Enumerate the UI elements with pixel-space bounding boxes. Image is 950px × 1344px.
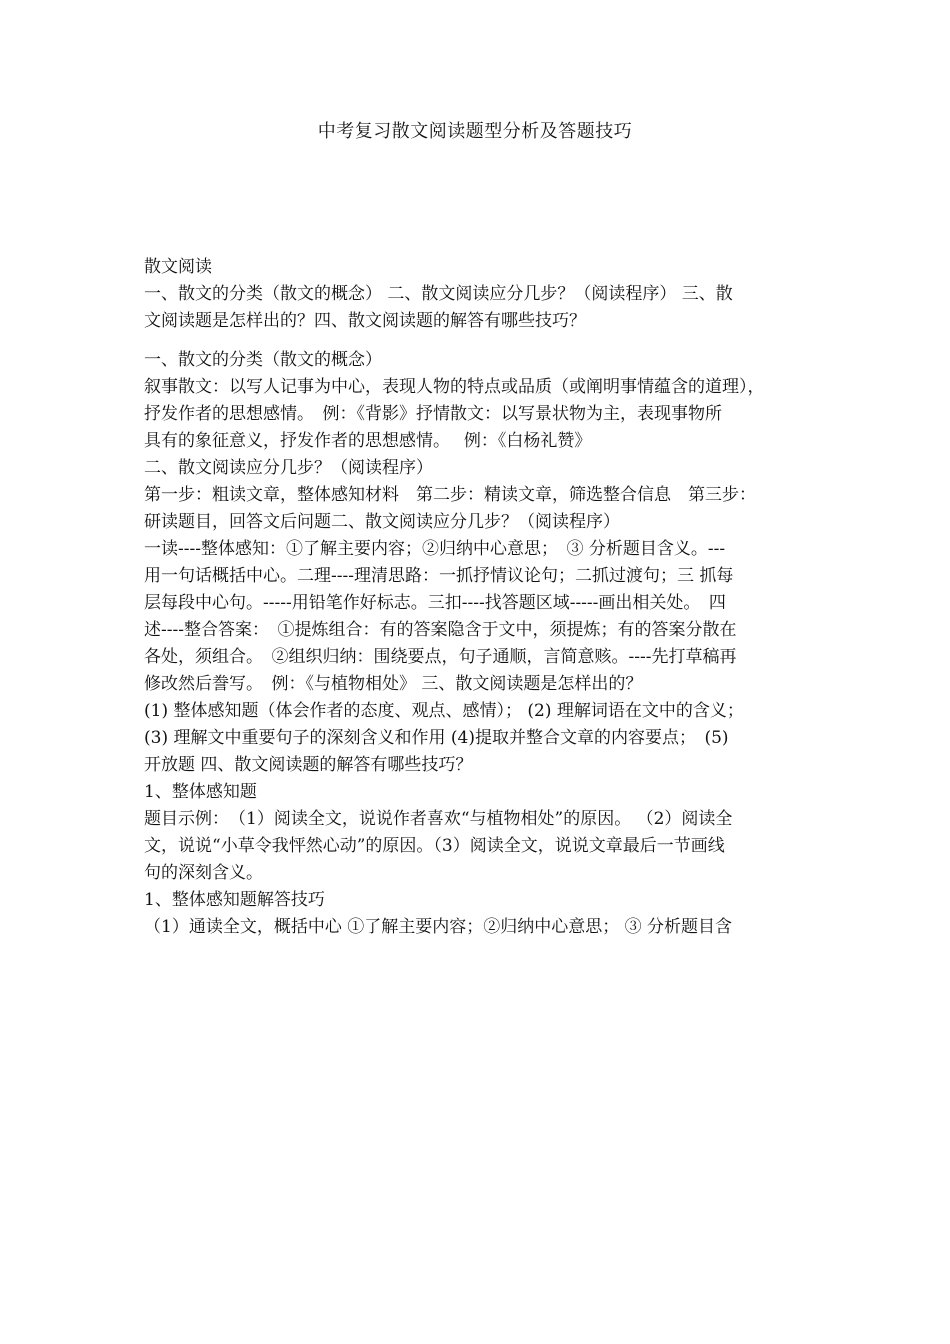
paragraph-line: 文阅读题是怎样出的？四、散文阅读题的解答有哪些技巧？: [144, 311, 586, 331]
document-body: [144, 254, 809, 941]
paragraph-line: 一、散文的分类（散文的概念） 二、散文阅读应分几步？（阅读程序） 三、散: [144, 284, 733, 304]
paragraph-line: 各处，须组合。 ②组织归纳：围绕要点，句子通顺，言简意赅。----先打草稿再: [144, 647, 737, 667]
paragraph-line: （1）通读全文，概括中心 ①了解主要内容；②归纳中心意思； ③ 分析题目含: [144, 917, 733, 937]
paragraph-line: 句的深刻含义。: [144, 863, 263, 883]
paragraph-line: (3) 理解文中重要句子的深刻含义和作用 (4)提取并整合文章的内容要点； (5): [144, 728, 729, 748]
paragraph-line: 述----整合答案： ①提炼组合：有的答案隐含于文中，须提炼；有的答案分散在: [144, 620, 737, 640]
paragraph-line: 文，说说“小草令我怦然心动”的原因。（3）阅读全文，说说文章最后一节画线: [144, 836, 725, 856]
paragraph-line: 研读题目，回答文后问题二、散文阅读应分几步？（阅读程序）: [144, 512, 620, 532]
paragraph-line: 用一句话概括中心。二理----理清思路：一抓抒情议论句；二抓过渡句；三 抓每: [144, 566, 734, 586]
paragraph-line: 层每段中心句。-----用铅笔作好标志。三扣----找答题区域-----画出相关处。 四: [144, 593, 726, 613]
section-heading: 散文阅读: [144, 257, 212, 277]
paragraph-gap: [144, 335, 809, 347]
paragraph-line: (1) 整体感知题（体会作者的态度、观点、感情）； (2) 理解词语在文中的含义；: [144, 701, 744, 721]
paragraph-line: 一读----整体感知：①了解主要内容；②归纳中心意思； ③ 分析题目含义。---: [144, 539, 726, 559]
paragraph-line: 抒发作者的思想感情。 例：《背影》抒情散文：以写景状物为主，表现事物所: [144, 404, 722, 424]
section-heading: 二、散文阅读应分几步？（阅读程序）: [144, 458, 433, 478]
paragraph-line: 开放题 四、散文阅读题的解答有哪些技巧？: [144, 755, 473, 775]
paragraph-line: 题目示例： （1）阅读全文，说说作者喜欢“与植物相处”的原因。 （2）阅读全: [144, 809, 733, 829]
section-heading: 一、散文的分类（散文的概念）: [144, 350, 382, 370]
paragraph-line: 具有的象征意义，抒发作者的思想感情。 例：《白杨礼赞》: [144, 431, 592, 451]
section-heading: 1、整体感知题: [144, 782, 257, 802]
document-title: 中考复习散文阅读题型分析及答题技巧: [317, 121, 633, 142]
paragraph-line: 第一步：粗读文章，整体感知材料 第二步：精读文章，筛选整合信息 第三步：: [144, 485, 756, 505]
section-heading: 1、整体感知题解答技巧: [144, 890, 325, 910]
paragraph-line: 修改然后誊写。 例：《与植物相处》 三、散文阅读题是怎样出的？: [144, 674, 643, 694]
paragraph-line: 叙事散文：以写人记事为中心，表现人物的特点或品质（或阐明事情蕴含的道理），: [144, 377, 765, 397]
